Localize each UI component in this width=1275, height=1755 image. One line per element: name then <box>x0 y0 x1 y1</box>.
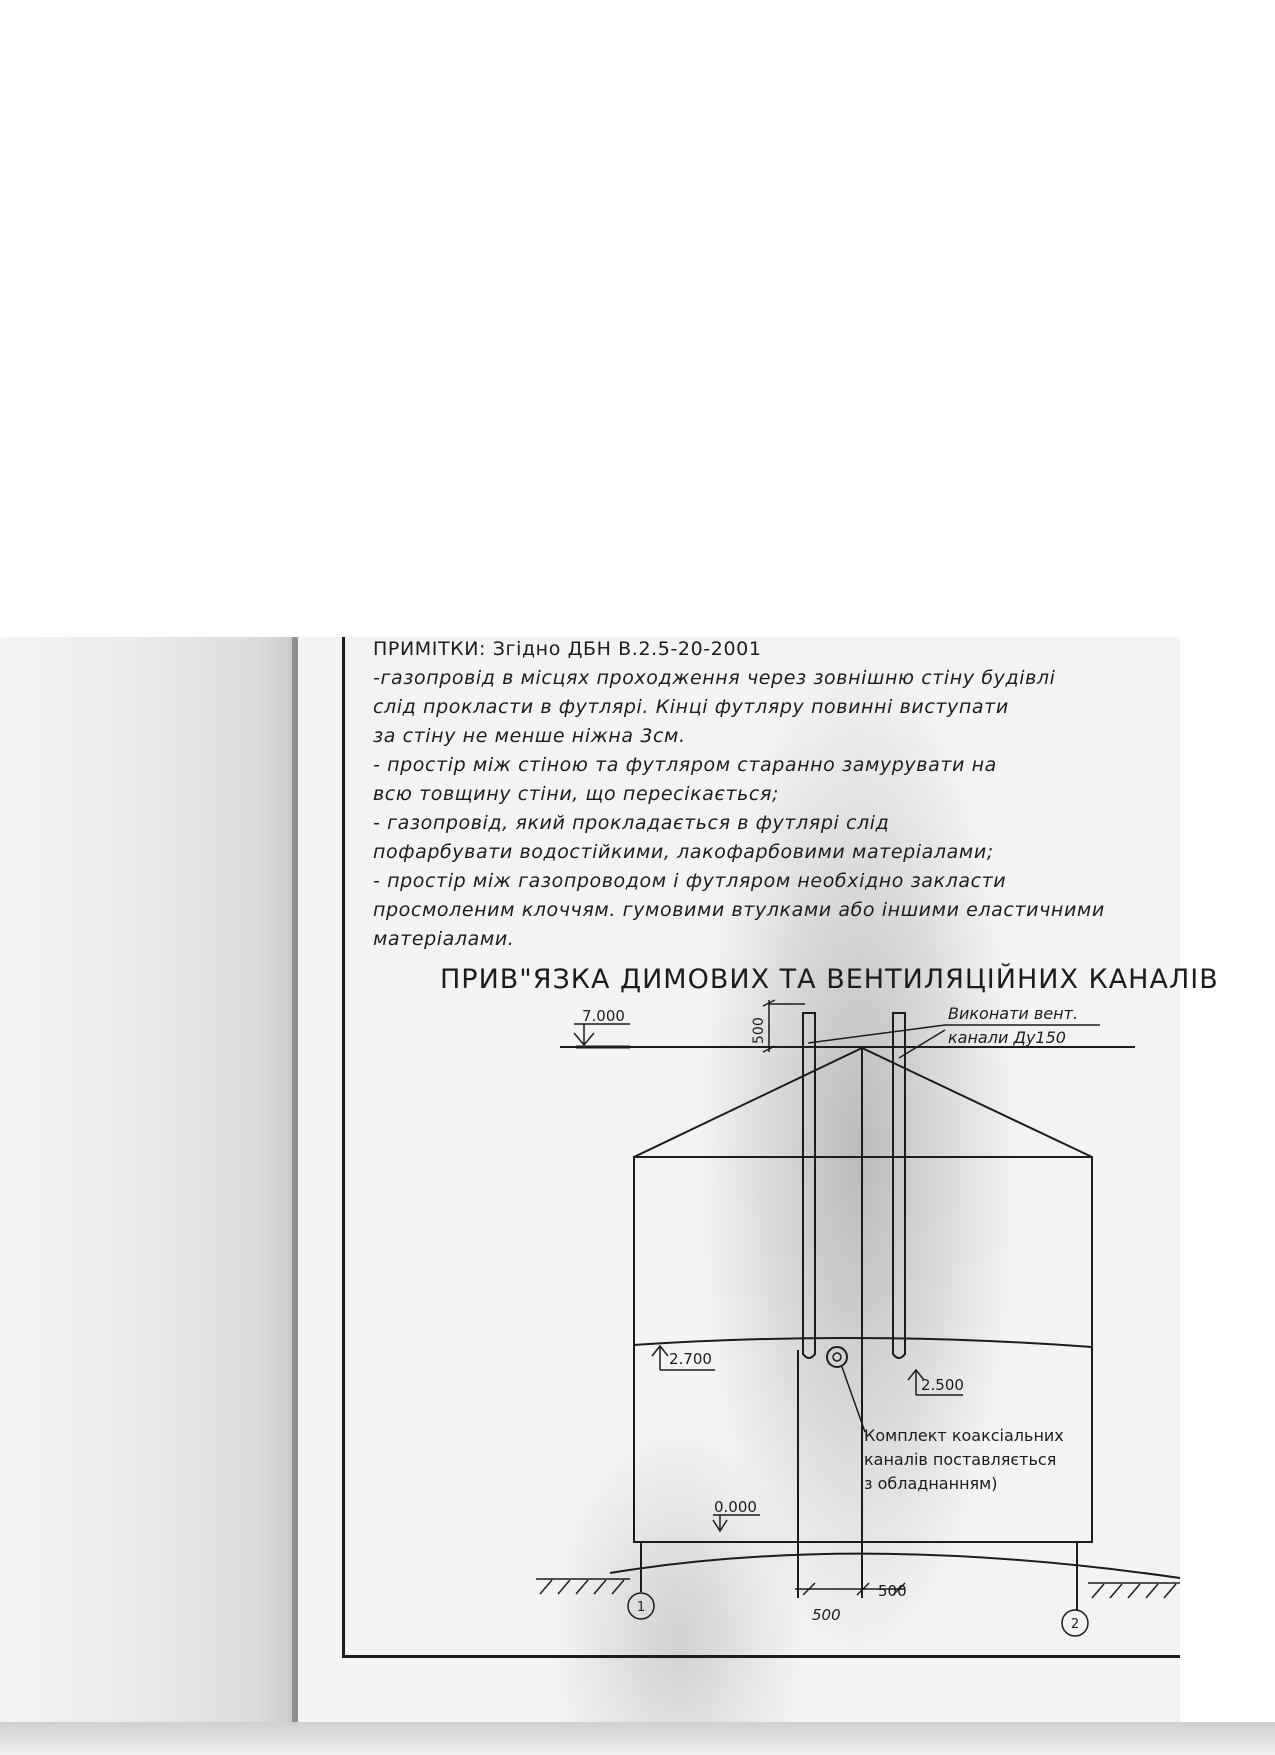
coax-callout-line: з обладнанням) <box>864 1474 998 1493</box>
vertical-dimension-label: 500 <box>751 1017 767 1044</box>
axis-label-2: 2 <box>1070 1617 1080 1632</box>
vent-callout-line: Виконати вент. <box>948 1004 1079 1023</box>
coax-callout-line: каналів поставляється <box>864 1450 1057 1469</box>
coax-callout-line: Комплект коаксіальних <box>864 1426 1064 1445</box>
notes-line: матеріалами. <box>373 928 515 950</box>
drawing-title: ПРИВ"ЯЗКА ДИМОВИХ ТА ВЕНТИЛЯЦІЙНИХ КАНАЛІВ <box>440 964 1219 995</box>
vertical-dimension <box>763 1000 805 1052</box>
axis-label-1: 1 <box>636 1600 646 1615</box>
notes-line: - простір між стіною та футляром старанно замурувати на <box>373 754 997 776</box>
notes-line: - газопровід, який прокладається в футлярі слід <box>373 812 890 834</box>
level-mark-top <box>574 1024 630 1047</box>
notes-line: за стіну не менше ніжна 3см. <box>373 725 686 747</box>
level-label-top: 7.000 <box>582 1007 625 1025</box>
notes-line: - простір між газопроводом і футляром необхідно закласти <box>373 870 1007 892</box>
notes-line: слід прокласти в футлярі. Кінці футляру повинні виступати <box>373 696 1009 718</box>
notes-line: пофарбувати водостійкими, лакофарбовими матеріалами; <box>373 841 994 863</box>
notes-line: просмоленим клоччям. гумовими втулками або іншими еластичними <box>373 899 1105 921</box>
vent-channel-left <box>803 1013 815 1358</box>
vent-callout-line: канали Ду150 <box>948 1028 1066 1047</box>
ground-line <box>610 1554 1180 1578</box>
notes-line: всю товщину стіни, що пересікається; <box>373 783 779 805</box>
level-label-ground: 0.000 <box>714 1498 757 1516</box>
notes-heading: ПРИМІТКИ: Згідно ДБН В.2.5-20-2001 <box>373 638 762 660</box>
coax-outlet-icon <box>827 1347 847 1367</box>
level-label-left: 2.700 <box>669 1350 712 1368</box>
coax-outlet-inner-icon <box>833 1353 841 1361</box>
level-mark-ground <box>713 1515 760 1531</box>
level-label-right: 2.500 <box>921 1376 964 1394</box>
bottom-dimension-left-label: 500 <box>812 1606 841 1624</box>
vent-leader-line <box>808 1025 945 1043</box>
bottom-dimension-right-label: 500 <box>878 1582 907 1600</box>
notes-line: -газопровід в місцях проходження через зовнішню стіну будівлі <box>373 667 1056 689</box>
